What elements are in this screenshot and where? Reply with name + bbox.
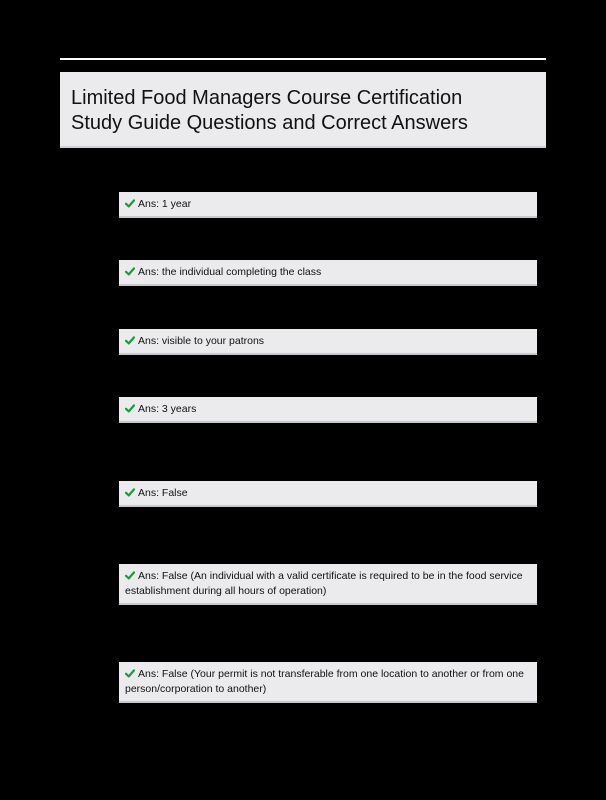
answer-box-4 bbox=[119, 397, 537, 423]
check-icon bbox=[125, 404, 135, 413]
check-icon bbox=[125, 669, 135, 678]
answer-box-6 bbox=[119, 564, 537, 605]
answer-box-2 bbox=[119, 260, 537, 286]
footer-right-obscured bbox=[490, 768, 550, 776]
footer-left-obscured bbox=[56, 768, 122, 776]
page-title-line-1: Limited Food Managers Course Certification bbox=[71, 87, 463, 109]
answer-text-3: Ans: visible to your patrons bbox=[138, 335, 265, 347]
answer-box-7 bbox=[119, 662, 537, 703]
check-icon bbox=[125, 199, 135, 208]
check-icon bbox=[125, 488, 135, 497]
answer-text-5: Ans: False bbox=[138, 487, 188, 499]
answer-text-6: Ans: False (An individual with a valid certificate is required to be in the food service establishment during all hours of operation) bbox=[125, 570, 523, 597]
answer-text-4: Ans: 3 years bbox=[138, 403, 197, 415]
answer-text-2: Ans: the individual completing the class bbox=[138, 266, 322, 278]
answer-box-1 bbox=[119, 192, 537, 218]
check-icon bbox=[125, 336, 135, 345]
title-box bbox=[60, 72, 546, 148]
answer-text-7: Ans: False (Your permit is not transferable from one location to another or from one person/corporation to another) bbox=[125, 668, 524, 695]
top-divider bbox=[60, 58, 546, 60]
answer-box-5 bbox=[119, 481, 537, 507]
page-title-line-2: Study Guide Questions and Correct Answers bbox=[71, 112, 468, 134]
check-icon bbox=[125, 267, 135, 276]
answer-text-1: Ans: 1 year bbox=[138, 198, 192, 210]
answer-box-3 bbox=[119, 329, 537, 355]
check-icon bbox=[125, 571, 135, 580]
